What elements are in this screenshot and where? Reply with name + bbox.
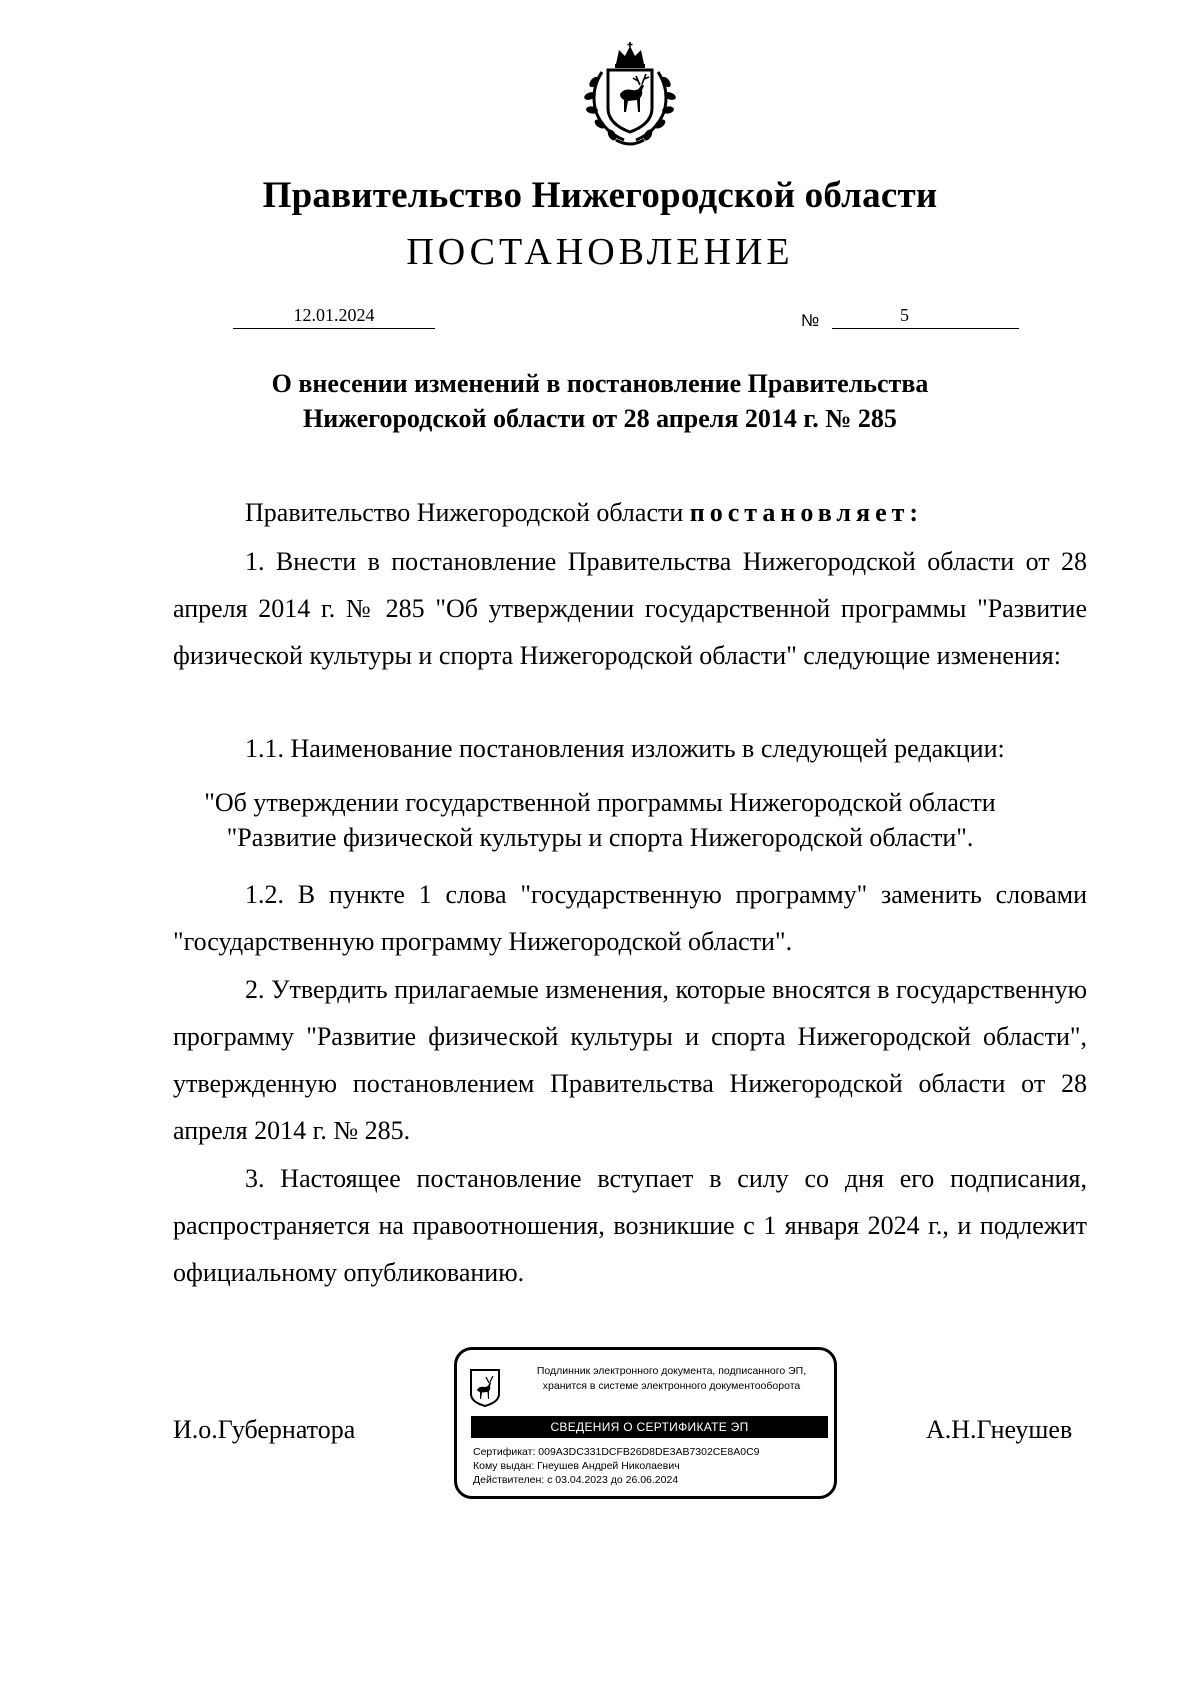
certificate-info-bar: СВЕДЕНИЯ О СЕРТИФИКАТЕ ЭП (471, 1416, 828, 1438)
new-title-quote (0, 785, 1200, 855)
stamp-header (509, 1364, 834, 1394)
document-number-value: 5 (900, 305, 909, 325)
stamp-emblem-icon (469, 1368, 501, 1408)
document-type: ПОСТАНОВЛЕНИЕ (406, 231, 794, 273)
paragraph-1-2: 1.2. В пункте 1 слова "государственную программу" заменить словами "государственную программу Нижегородской области". (173, 880, 1087, 956)
title-line-1: О внесении изменений в постановление Правительства (271, 369, 929, 398)
certificate-serial: Сертификат: 009A3DC331DCFB26D8DE3AB7302CE8A0C9 (473, 1446, 760, 1458)
preamble-text: Правительство Нижегородской области (245, 498, 690, 527)
stamp-header-line-1: Подлинник электронного документа, подписанного ЭП, (536, 1365, 807, 1377)
certificate-owner: Кому выдан: Гнеушев Андрей Николаевич (473, 1460, 680, 1472)
certificate-validity: Действителен: с 03.04.2023 до 26.06.2024 (473, 1474, 679, 1486)
paragraph-2: 2. Утвердить прилагаемые изменения, которые вносятся в государственную программу "Развитие физической культуры и спорта Нижегородской области", утвержденную постановлением Правительства Нижегородской области от 28 апреля 2014 г. № 285. (173, 975, 1087, 1145)
preamble (173, 489, 1087, 536)
stamp-header-line-2: хранится в системе электронного документооборота (542, 1380, 801, 1392)
title-line-2: Нижегородской области от 28 апреля 2014 г. № 285 (303, 404, 897, 433)
paragraph-1-1: 1.1. Наименование постановления изложить в следующей редакции: (245, 734, 1005, 763)
preamble-resolves: постановляет: (689, 498, 924, 527)
document-date: 12.01.2024 (233, 305, 435, 329)
document-title (0, 366, 1200, 436)
certificate-details (473, 1445, 828, 1487)
paragraph-3: 3. Настоящее постановление вступает в силу со дня его подписания, распространяется на правоотношения, возникшие с 1 января 2024 г., и подлежит официальному опубликованию. (173, 1164, 1087, 1287)
number-sign: № (801, 311, 820, 330)
coat-of-arms-icon (572, 40, 688, 148)
document-number (832, 305, 1019, 329)
quote-line-2: "Развитие физической культуры и спорта Нижегородской области". (226, 823, 974, 852)
paragraph-1: 1. Внести в постановление Правительства Нижегородской области от 28 апреля 2014 г. № 285 "Об утверждении государственной программы "Развитие физической культуры и спорта Нижегородской области" следующие изменения: (173, 547, 1087, 670)
signatory-name: А.Н.Гнеушев (926, 1415, 1073, 1444)
quote-line-1: "Об утверждении государственной программы Нижегородской области (204, 788, 996, 817)
electronic-signature-stamp (454, 1347, 837, 1499)
signatory-position: И.о.Губернатора (173, 1415, 356, 1444)
organization-name: Правительство Нижегородской области (262, 175, 938, 216)
